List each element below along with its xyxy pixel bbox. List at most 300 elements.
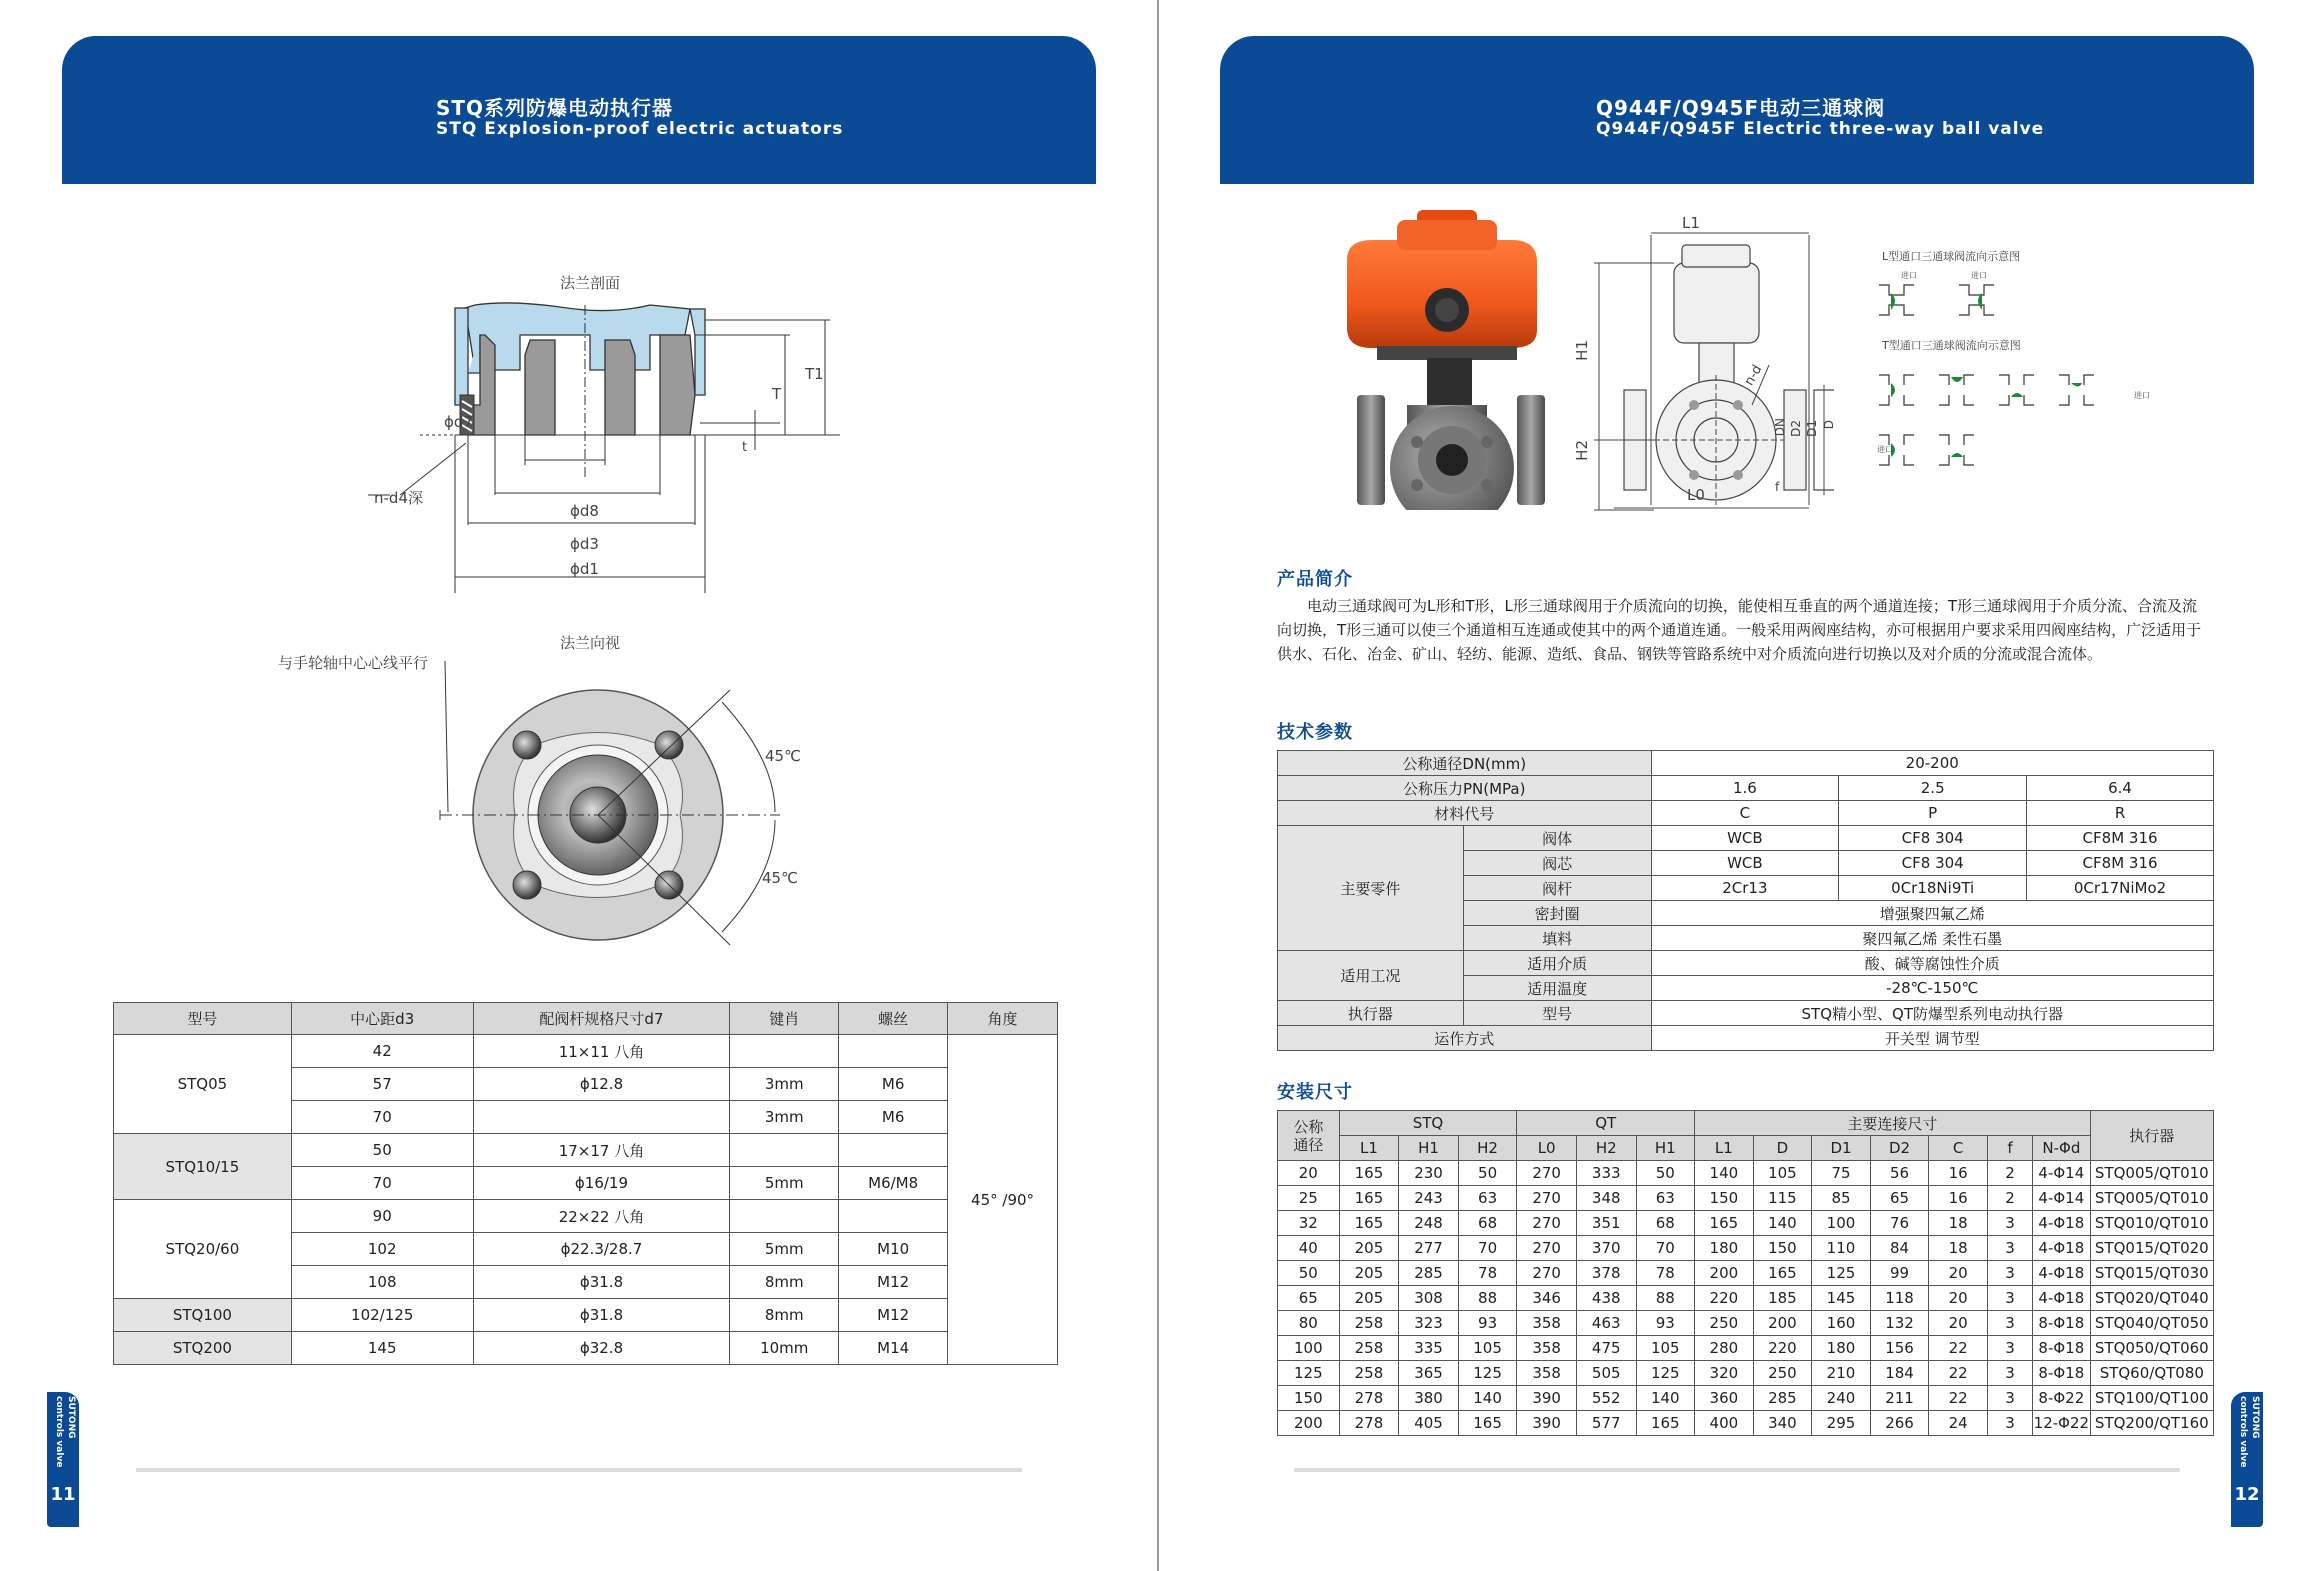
table-cell: 378 xyxy=(1576,1261,1636,1286)
table-cell: 3 xyxy=(1987,1311,2032,1336)
spec-value: R xyxy=(2027,801,2214,826)
table-cell: 285 xyxy=(1753,1386,1812,1411)
table-cell: 88 xyxy=(1458,1286,1517,1311)
spec-value: STQ精小型、QT防爆型系列电动执行器 xyxy=(1651,1001,2214,1026)
right-banner xyxy=(1220,36,2254,184)
table-cell: 16 xyxy=(1929,1186,1988,1211)
table-cell: 3 xyxy=(1987,1286,2032,1311)
table-cell: 156 xyxy=(1870,1336,1929,1361)
page-number: 12 xyxy=(2234,1484,2260,1505)
table-cell: 463 xyxy=(1576,1311,1636,1336)
table-cell: 3mm xyxy=(730,1101,839,1134)
table-cell: ϕ32.8 xyxy=(473,1332,730,1365)
flange-section-drawing xyxy=(360,295,860,595)
table-cell: 475 xyxy=(1576,1336,1636,1361)
table-cell: 11×11 八角 xyxy=(473,1035,730,1068)
flange-view-drawing xyxy=(270,660,790,960)
table-cell: 50 xyxy=(1278,1261,1340,1286)
table-cell: 75 xyxy=(1812,1161,1871,1186)
table-row xyxy=(1278,1311,2214,1336)
spec-value: 增强聚四氟乙烯 xyxy=(1651,901,2214,926)
table-cell: 2 xyxy=(1987,1161,2032,1186)
page-tab-right xyxy=(2231,1392,2263,1527)
table-cell: 32 xyxy=(1278,1211,1340,1236)
table-cell: 65 xyxy=(1870,1186,1929,1211)
angle-label-1: 45℃ xyxy=(765,747,801,765)
table-cell: 8-Φ18 xyxy=(2033,1361,2091,1386)
table-cell: 4-Φ18 xyxy=(2033,1236,2091,1261)
table-cell: 340 xyxy=(1753,1411,1812,1436)
table-cell: 335 xyxy=(1399,1336,1459,1361)
spec-heading: 技术参数 xyxy=(1277,722,1353,743)
table-cell: 266 xyxy=(1870,1411,1929,1436)
spec-label: 主要零件 xyxy=(1278,826,1464,951)
spec-label: 适用介质 xyxy=(1463,951,1651,976)
table-cell: 270 xyxy=(1517,1161,1577,1186)
flow-inlet-label: 进口 xyxy=(1901,271,1917,280)
table-cell: 258 xyxy=(1339,1311,1399,1336)
table-cell: 370 xyxy=(1576,1236,1636,1261)
spec-value: 开关型 调节型 xyxy=(1651,1026,2214,1051)
label-T: T xyxy=(772,385,782,403)
flow-inlet-label: 进口 xyxy=(1971,271,1987,280)
table-row xyxy=(114,1200,1058,1233)
spec-label: 型号 xyxy=(1463,1001,1651,1026)
col-subheader: H1 xyxy=(1636,1136,1695,1161)
table-row xyxy=(114,1134,1058,1167)
intro-heading: 产品简介 xyxy=(1277,569,1353,590)
table-cell: 150 xyxy=(1695,1186,1754,1211)
model-cell: STQ200 xyxy=(114,1332,292,1365)
table-cell: 12-Φ22 xyxy=(2033,1411,2091,1436)
table-cell: STQ010/QT010 xyxy=(2090,1211,2213,1236)
table-cell: 70 xyxy=(291,1101,473,1134)
table-row xyxy=(1278,1411,2214,1436)
table-cell: 308 xyxy=(1399,1286,1459,1311)
table-cell: 365 xyxy=(1399,1361,1459,1386)
table-cell: 99 xyxy=(1870,1261,1929,1286)
table-cell xyxy=(730,1134,839,1167)
table-cell: 165 xyxy=(1339,1161,1399,1186)
table-cell: 57 xyxy=(291,1068,473,1101)
table-cell: 248 xyxy=(1399,1211,1459,1236)
table-cell: 346 xyxy=(1517,1286,1577,1311)
spec-label: 执行器 xyxy=(1278,1001,1464,1026)
spec-label: 填料 xyxy=(1463,926,1651,951)
table-cell: 205 xyxy=(1339,1286,1399,1311)
table-cell: 22×22 八角 xyxy=(473,1200,730,1233)
table-cell: 22 xyxy=(1929,1386,1988,1411)
brand-text: SUTONG controls valve xyxy=(2238,1396,2260,1468)
table-cell: 22 xyxy=(1929,1336,1988,1361)
page-number: 11 xyxy=(50,1484,76,1505)
angle-label-2: 45℃ xyxy=(762,869,798,887)
table-cell: STQ200/QT160 xyxy=(2090,1411,2213,1436)
table-cell: 165 xyxy=(1339,1186,1399,1211)
flow-diagrams xyxy=(1869,265,2149,475)
table-cell: 8-Φ22 xyxy=(2033,1386,2091,1411)
col-subheader: H1 xyxy=(1399,1136,1459,1161)
table-cell: M12 xyxy=(839,1299,948,1332)
spec-label: 公称通径DN(mm) xyxy=(1278,751,1652,776)
table-cell: 125 xyxy=(1278,1361,1340,1386)
table-cell: ϕ31.8 xyxy=(473,1266,730,1299)
spec-value: 1.6 xyxy=(1651,776,1839,801)
table-cell: 3mm xyxy=(730,1068,839,1101)
table-cell: 20 xyxy=(1929,1311,1988,1336)
table-cell: 8-Φ18 xyxy=(2033,1311,2091,1336)
table-cell: 78 xyxy=(1458,1261,1517,1286)
table-row xyxy=(1278,1211,2214,1236)
table-cell: 102 xyxy=(291,1233,473,1266)
spec-label: 适用温度 xyxy=(1463,976,1651,1001)
spec-value: 6.4 xyxy=(2027,776,2214,801)
table-cell: 230 xyxy=(1399,1161,1459,1186)
brand-text: SUTONG controls valve xyxy=(54,1396,76,1468)
table-cell: 8-Φ18 xyxy=(2033,1336,2091,1361)
table-cell: 240 xyxy=(1812,1386,1871,1411)
table-cell: 220 xyxy=(1695,1286,1754,1311)
table-cell: 258 xyxy=(1339,1361,1399,1386)
spec-value: WCB xyxy=(1651,851,1839,876)
table-cell: ϕ22.3/28.7 xyxy=(473,1233,730,1266)
table-cell: 25 xyxy=(1278,1186,1340,1211)
table-cell: 63 xyxy=(1458,1186,1517,1211)
col-subheader: N-Φd xyxy=(2033,1136,2091,1161)
table-cell: 68 xyxy=(1458,1211,1517,1236)
left-banner xyxy=(62,36,1096,184)
label-T1: T1 xyxy=(805,365,824,383)
table-cell: 145 xyxy=(291,1332,473,1365)
table-cell: M10 xyxy=(839,1233,948,1266)
dim-D1: D1 xyxy=(1805,420,1819,437)
spec-label: 密封圈 xyxy=(1463,901,1651,926)
table-cell: 390 xyxy=(1517,1386,1577,1411)
table-cell: STQ60/QT080 xyxy=(2090,1361,2213,1386)
table-cell: 3 xyxy=(1987,1411,2032,1436)
dim-D: D xyxy=(1822,420,1836,430)
spec-value: 2.5 xyxy=(1839,776,2027,801)
table-cell: 84 xyxy=(1870,1236,1929,1261)
table-cell: 140 xyxy=(1695,1161,1754,1186)
table-cell: 50 xyxy=(1636,1161,1695,1186)
table-cell: 20 xyxy=(1929,1286,1988,1311)
valve-technical-drawing xyxy=(1554,215,1834,515)
table-cell: 22 xyxy=(1929,1361,1988,1386)
table-cell: 200 xyxy=(1695,1261,1754,1286)
table-cell: 380 xyxy=(1399,1386,1459,1411)
table-cell: 85 xyxy=(1812,1186,1871,1211)
spec-label: 阀体 xyxy=(1463,826,1651,851)
footer-line xyxy=(1294,1468,2180,1472)
table-cell: 102/125 xyxy=(291,1299,473,1332)
table-cell: 90 xyxy=(291,1200,473,1233)
table-cell: STQ040/QT050 xyxy=(2090,1311,2213,1336)
spec-value: 0Cr18Ni9Ti xyxy=(1839,876,2027,901)
table-cell: 24 xyxy=(1929,1411,1988,1436)
table-cell: STQ050/QT060 xyxy=(2090,1336,2213,1361)
table-cell: 405 xyxy=(1399,1411,1459,1436)
flow-L-title: L型通口三通球阀流向示意图 xyxy=(1882,250,2021,263)
table-cell: 333 xyxy=(1576,1161,1636,1186)
table-row xyxy=(1278,1236,2214,1261)
model-cell: STQ20/60 xyxy=(114,1200,292,1299)
table-cell: M12 xyxy=(839,1266,948,1299)
table-cell: 105 xyxy=(1636,1336,1695,1361)
flange-view-caption: 法兰向视 xyxy=(560,634,621,652)
technical-spec-table xyxy=(1277,750,2214,1051)
table-cell: 8mm xyxy=(730,1266,839,1299)
table-cell: 360 xyxy=(1695,1386,1754,1411)
model-cell: STQ100 xyxy=(114,1299,292,1332)
table-cell: 50 xyxy=(1458,1161,1517,1186)
col-subheader: D1 xyxy=(1812,1136,1871,1161)
banner-title-cn: STQ系列防爆电动执行器 xyxy=(436,96,674,120)
table-cell: 65 xyxy=(1278,1286,1340,1311)
table-cell: 270 xyxy=(1517,1261,1577,1286)
table-cell: 180 xyxy=(1812,1336,1871,1361)
table-row xyxy=(1278,1286,2214,1311)
table-cell: 4-Φ18 xyxy=(2033,1286,2091,1311)
table-cell: 358 xyxy=(1517,1361,1577,1386)
table-cell: STQ020/QT040 xyxy=(2090,1286,2213,1311)
col-header: QT xyxy=(1517,1111,1695,1136)
col-subheader: L0 xyxy=(1517,1136,1577,1161)
table-cell: 180 xyxy=(1695,1236,1754,1261)
table-cell: 125 xyxy=(1812,1261,1871,1286)
label-d7: ϕd7 xyxy=(444,413,473,431)
spec-value: CF8 304 xyxy=(1839,851,2027,876)
table-cell: 76 xyxy=(1870,1211,1929,1236)
table-cell: 16 xyxy=(1929,1161,1988,1186)
col-subheader: D xyxy=(1753,1136,1812,1161)
table-row xyxy=(114,1332,1058,1365)
table-cell: 438 xyxy=(1576,1286,1636,1311)
table-cell: 320 xyxy=(1695,1361,1754,1386)
table-cell: 3 xyxy=(1987,1236,2032,1261)
table-cell: 220 xyxy=(1753,1336,1812,1361)
table-cell: 93 xyxy=(1458,1311,1517,1336)
table-cell: 4-Φ18 xyxy=(2033,1261,2091,1286)
table-cell: 278 xyxy=(1339,1386,1399,1411)
col-header: 螺丝 xyxy=(839,1003,948,1035)
table-cell: 277 xyxy=(1399,1236,1459,1261)
table-cell: 150 xyxy=(1753,1236,1812,1261)
table-cell: 184 xyxy=(1870,1361,1929,1386)
table-cell: 4-Φ14 xyxy=(2033,1161,2091,1186)
banner-title-en: Q944F/Q945F Electric three-way ball valve xyxy=(1596,119,2045,139)
dim-D2: D2 xyxy=(1789,420,1803,437)
table-row xyxy=(1278,1361,2214,1386)
flow-T-title: T型通口三通球阀流向示意图 xyxy=(1882,339,2021,352)
label-d3: ϕd3 xyxy=(570,535,599,553)
table-cell: 250 xyxy=(1695,1311,1754,1336)
flow-inlet-label: 进口 xyxy=(2134,391,2150,400)
table-row xyxy=(1278,1261,2214,1286)
table-cell: 200 xyxy=(1753,1311,1812,1336)
table-cell: M6/M8 xyxy=(839,1167,948,1200)
table-cell: 348 xyxy=(1576,1186,1636,1211)
dim-DN: DN xyxy=(1773,418,1787,437)
table-cell: STQ015/QT030 xyxy=(2090,1261,2213,1286)
table-cell: M6 xyxy=(839,1101,948,1134)
spec-value: WCB xyxy=(1651,826,1839,851)
table-cell: 205 xyxy=(1339,1261,1399,1286)
col-header: 键肖 xyxy=(730,1003,839,1035)
spec-value: 聚四氟乙烯 柔性石墨 xyxy=(1651,926,2214,951)
table-cell: 78 xyxy=(1636,1261,1695,1286)
table-cell: 400 xyxy=(1695,1411,1754,1436)
table-cell: 390 xyxy=(1517,1411,1577,1436)
table-cell: 3 xyxy=(1987,1386,2032,1411)
banner-title-cn: Q944F/Q945F电动三通球阀 xyxy=(1596,96,1886,120)
table-cell: 358 xyxy=(1517,1336,1577,1361)
table-cell: 205 xyxy=(1339,1236,1399,1261)
table-cell: 50 xyxy=(291,1134,473,1167)
table-cell: 577 xyxy=(1576,1411,1636,1436)
table-cell: 18 xyxy=(1929,1211,1988,1236)
table-cell: 160 xyxy=(1812,1311,1871,1336)
spec-value: 0Cr17NiMo2 xyxy=(2027,876,2214,901)
table-cell: 270 xyxy=(1517,1236,1577,1261)
flange-section-caption: 法兰剖面 xyxy=(560,274,621,292)
table-cell: 132 xyxy=(1870,1311,1929,1336)
table-row xyxy=(114,1299,1058,1332)
table-cell: 110 xyxy=(1812,1236,1871,1261)
col-subheader: L1 xyxy=(1695,1136,1754,1161)
table-cell: 200 xyxy=(1278,1411,1340,1436)
spec-value: 2Cr13 xyxy=(1651,876,1839,901)
spec-label: 运作方式 xyxy=(1278,1026,1652,1051)
table-cell: 258 xyxy=(1339,1336,1399,1361)
table-cell: M6 xyxy=(839,1068,948,1101)
table-cell: 80 xyxy=(1278,1311,1340,1336)
table-cell: ϕ16/19 xyxy=(473,1167,730,1200)
table-cell: 105 xyxy=(1753,1161,1812,1186)
table-cell: 105 xyxy=(1458,1336,1517,1361)
col-subheader: L1 xyxy=(1339,1136,1399,1161)
spec-value: P xyxy=(1839,801,2027,826)
table-cell: 125 xyxy=(1636,1361,1695,1386)
table-cell: 70 xyxy=(1636,1236,1695,1261)
page-right xyxy=(1159,0,2316,1571)
table-cell: 270 xyxy=(1517,1211,1577,1236)
table-cell: 20 xyxy=(1929,1261,1988,1286)
table-row xyxy=(114,1035,1058,1068)
table-cell: 8mm xyxy=(730,1299,839,1332)
table-cell: STQ005/QT010 xyxy=(2090,1161,2213,1186)
table-row xyxy=(1278,1336,2214,1361)
table-cell: 358 xyxy=(1517,1311,1577,1336)
label-n-d4: n-d4深 xyxy=(374,489,423,507)
spec-label: 阀芯 xyxy=(1463,851,1651,876)
table-cell: 270 xyxy=(1517,1186,1577,1211)
table-cell: 165 xyxy=(1753,1261,1812,1286)
spec-label: 公称压力PN(MPa) xyxy=(1278,776,1652,801)
footer-line xyxy=(136,1468,1022,1472)
intro-text: 电动三通球阀可为L形和T形，L形三通球阀用于介质流向的切换，能使相互垂直的两个通道连接；T形三通球阀用于介质分流、合流及流向切换，T形三通可以使三个通道相互连通或使其中的两个通道连通。一般采用两阀座结构，亦可根据用户要求采用四阀座结构，广泛适用于供水、石化、冶金、矿山、轻纺、能源、造纸、食品、钢铁等管路系统中对介质流向进行切换以及对介质的分流或混合流体。 xyxy=(1277,597,2202,663)
angle-cell: 45° /90° xyxy=(948,1035,1058,1365)
table-cell: STQ015/QT020 xyxy=(2090,1236,2213,1261)
col-header: STQ xyxy=(1339,1111,1517,1136)
table-cell: 5mm xyxy=(730,1167,839,1200)
table-cell: 100 xyxy=(1812,1211,1871,1236)
col-subheader: f xyxy=(1987,1136,2032,1161)
table-cell: STQ005/QT010 xyxy=(2090,1186,2213,1211)
table-row xyxy=(1278,1186,2214,1211)
col-subheader: C xyxy=(1929,1136,1988,1161)
dim-H1: H1 xyxy=(1573,340,1591,361)
table-cell: 17×17 八角 xyxy=(473,1134,730,1167)
col-header: 配阀杆规格尺寸d7 xyxy=(473,1003,730,1035)
table-cell: ϕ31.8 xyxy=(473,1299,730,1332)
col-header: 主要连接尺寸 xyxy=(1695,1111,2091,1136)
table-cell: 70 xyxy=(1458,1236,1517,1261)
table-cell: 165 xyxy=(1339,1211,1399,1236)
table-cell: 243 xyxy=(1399,1186,1459,1211)
table-cell: 88 xyxy=(1636,1286,1695,1311)
table-cell xyxy=(730,1035,839,1068)
dims-heading: 安装尺寸 xyxy=(1277,1082,1353,1103)
table-cell: 165 xyxy=(1695,1211,1754,1236)
table-row xyxy=(1278,1161,2214,1186)
label-d1: ϕd1 xyxy=(570,560,599,578)
table-cell: 100 xyxy=(1278,1336,1340,1361)
table-cell: 211 xyxy=(1870,1386,1929,1411)
table-cell: 285 xyxy=(1399,1261,1459,1286)
flow-inlet-label: 进口 xyxy=(1877,445,1893,454)
col-header: 角度 xyxy=(948,1003,1058,1035)
spec-value: -28℃-150℃ xyxy=(1651,976,2214,1001)
table-cell: 552 xyxy=(1576,1386,1636,1411)
table-cell: 10mm xyxy=(730,1332,839,1365)
table-cell: 3 xyxy=(1987,1211,2032,1236)
table-cell: 278 xyxy=(1339,1411,1399,1436)
table-cell: 5mm xyxy=(730,1233,839,1266)
table-cell: 250 xyxy=(1753,1361,1812,1386)
col-header: 型号 xyxy=(114,1003,292,1035)
table-cell: 108 xyxy=(291,1266,473,1299)
spec-value: 酸、碱等腐蚀性介质 xyxy=(1651,951,2214,976)
table-cell: 210 xyxy=(1812,1361,1871,1386)
spec-value: CF8M 316 xyxy=(2027,851,2214,876)
table-cell: 140 xyxy=(1636,1386,1695,1411)
table-cell: 323 xyxy=(1399,1311,1459,1336)
table-cell: 3 xyxy=(1987,1261,2032,1286)
col-header: 中心距d3 xyxy=(291,1003,473,1035)
page-tab-left xyxy=(47,1392,79,1527)
spec-value: CF8 304 xyxy=(1839,826,2027,851)
table-cell: 2 xyxy=(1987,1186,2032,1211)
table-cell: 3 xyxy=(1987,1361,2032,1386)
label-d8: ϕd8 xyxy=(570,502,599,520)
table-cell: 56 xyxy=(1870,1161,1929,1186)
spec-label: 适用工况 xyxy=(1278,951,1464,1001)
spec-label: 阀杆 xyxy=(1463,876,1651,901)
spec-label: 材料代号 xyxy=(1278,801,1652,826)
table-row xyxy=(1278,1386,2214,1411)
table-cell: 93 xyxy=(1636,1311,1695,1336)
spec-value: 20-200 xyxy=(1651,751,2214,776)
table-cell xyxy=(839,1200,948,1233)
table-cell xyxy=(473,1101,730,1134)
banner-title-en: STQ Explosion-proof electric actuators xyxy=(436,119,844,139)
table-cell: M14 xyxy=(839,1332,948,1365)
table-cell: 165 xyxy=(1636,1411,1695,1436)
table-cell: 63 xyxy=(1636,1186,1695,1211)
table-cell: 165 xyxy=(1458,1411,1517,1436)
table-cell: 125 xyxy=(1458,1361,1517,1386)
